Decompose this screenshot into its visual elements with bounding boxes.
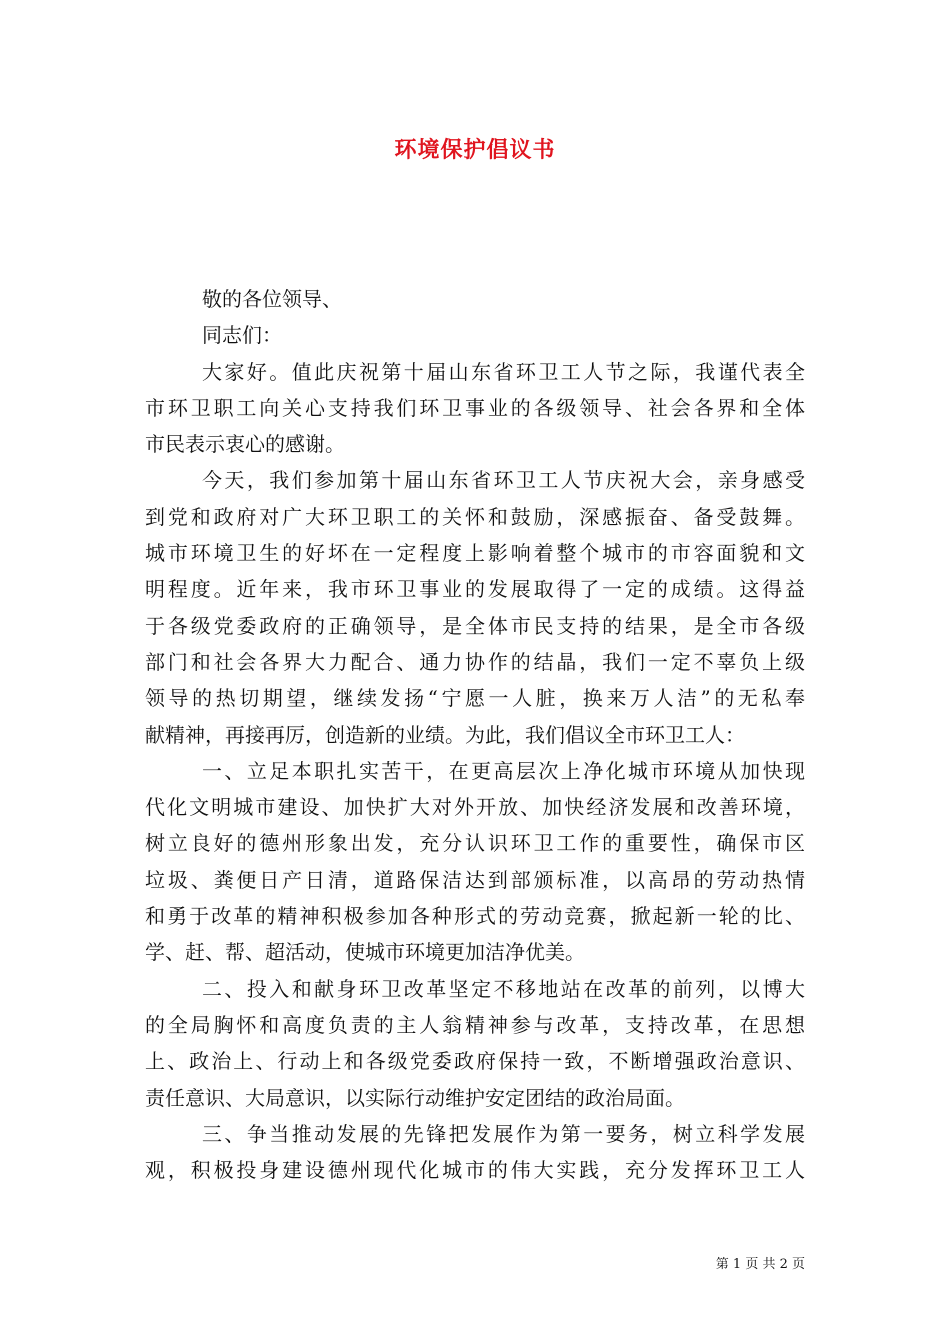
text-line: 代化文明城市建设、加快扩大对外开放、加快经济发展和改善环境，	[145, 795, 805, 820]
text-line: 献精神，再接再厉，创造新的业绩。为此，我们倡议全市环卫工人：	[145, 722, 745, 747]
salutation-line-1: 敬的各位领导、	[202, 287, 342, 311]
text-line: 城市环境卫生的好坏在一定程度上影响着整个城市的市容面貌和文	[145, 541, 805, 566]
text-line: 领导的热切期望，继续发扬“宁愿一人脏，换来万人洁”的无私奉	[145, 686, 805, 711]
text-line: 市民表示衷心的感谢。	[145, 432, 345, 457]
text-line: 大家好。值此庆祝第十届山东省环卫工人节之际，我谨代表全	[202, 359, 805, 384]
page-number-footer: 第 1 页 共 2 页	[715, 1257, 805, 1272]
text-line: 今天，我们参加第十届山东省环卫工人节庆祝大会，亲身感受	[202, 468, 805, 493]
text-line: 二、投入和献身环卫改革坚定不移地站在改革的前列，以博大	[202, 976, 805, 1001]
text-line: 市环卫职工向关心支持我们环卫事业的各级领导、社会各界和全体	[145, 395, 805, 420]
text-line: 树立良好的德州形象出发，充分认识环卫工作的重要性，确保市区	[145, 831, 805, 856]
paragraph-today	[145, 462, 805, 752]
document-body	[145, 281, 805, 1188]
paragraph-item-1	[145, 753, 805, 971]
text-line: 一、立足本职扎实苦干，在更高层次上净化城市环境从加快现	[202, 758, 805, 783]
text-line: 部门和社会各界大力配合、通力协作的结晶，我们一定不辜负上级	[145, 649, 805, 674]
paragraph-item-2	[145, 971, 805, 1116]
text-line: 责任意识、大局意识，以实际行动维护安定团结的政治局面。	[145, 1085, 685, 1110]
text-line: 的全局胸怀和高度负责的主人翁精神参与改革，支持改革，在思想	[145, 1012, 805, 1037]
page-title: 环境保护倡议书	[394, 137, 556, 163]
salutation-line-2: 同志们：	[202, 323, 282, 348]
text-line: 观，积极投身建设德州现代化城市的伟大实践，充分发挥环卫工人	[145, 1158, 805, 1183]
text-line: 和勇于改革的精神积极参加各种形式的劳动竞赛，掀起新一轮的比、	[145, 904, 805, 929]
text-line: 到党和政府对广大环卫职工的关怀和鼓励，深感振奋、备受鼓舞。	[145, 504, 805, 529]
paragraph-greeting	[145, 354, 805, 463]
text-line: 于各级党委政府的正确领导，是全体市民支持的结果，是全市各级	[145, 613, 805, 638]
text-line: 上、政治上、行动上和各级党委政府保持一致，不断增强政治意识、	[145, 1049, 805, 1074]
text-line: 三、争当推动发展的先锋把发展作为第一要务，树立科学发展	[202, 1121, 805, 1146]
text-line: 学、赶、帮、超活动，使城市环境更加洁净优美。	[145, 940, 585, 965]
text-line: 垃圾、粪便日产日清，道路保洁达到部颁标准，以高昂的劳动热情	[145, 867, 805, 892]
paragraph-item-3	[145, 1116, 805, 1189]
text-line: 明程度。近年来，我市环卫事业的发展取得了一定的成绩。这得益	[145, 577, 805, 602]
